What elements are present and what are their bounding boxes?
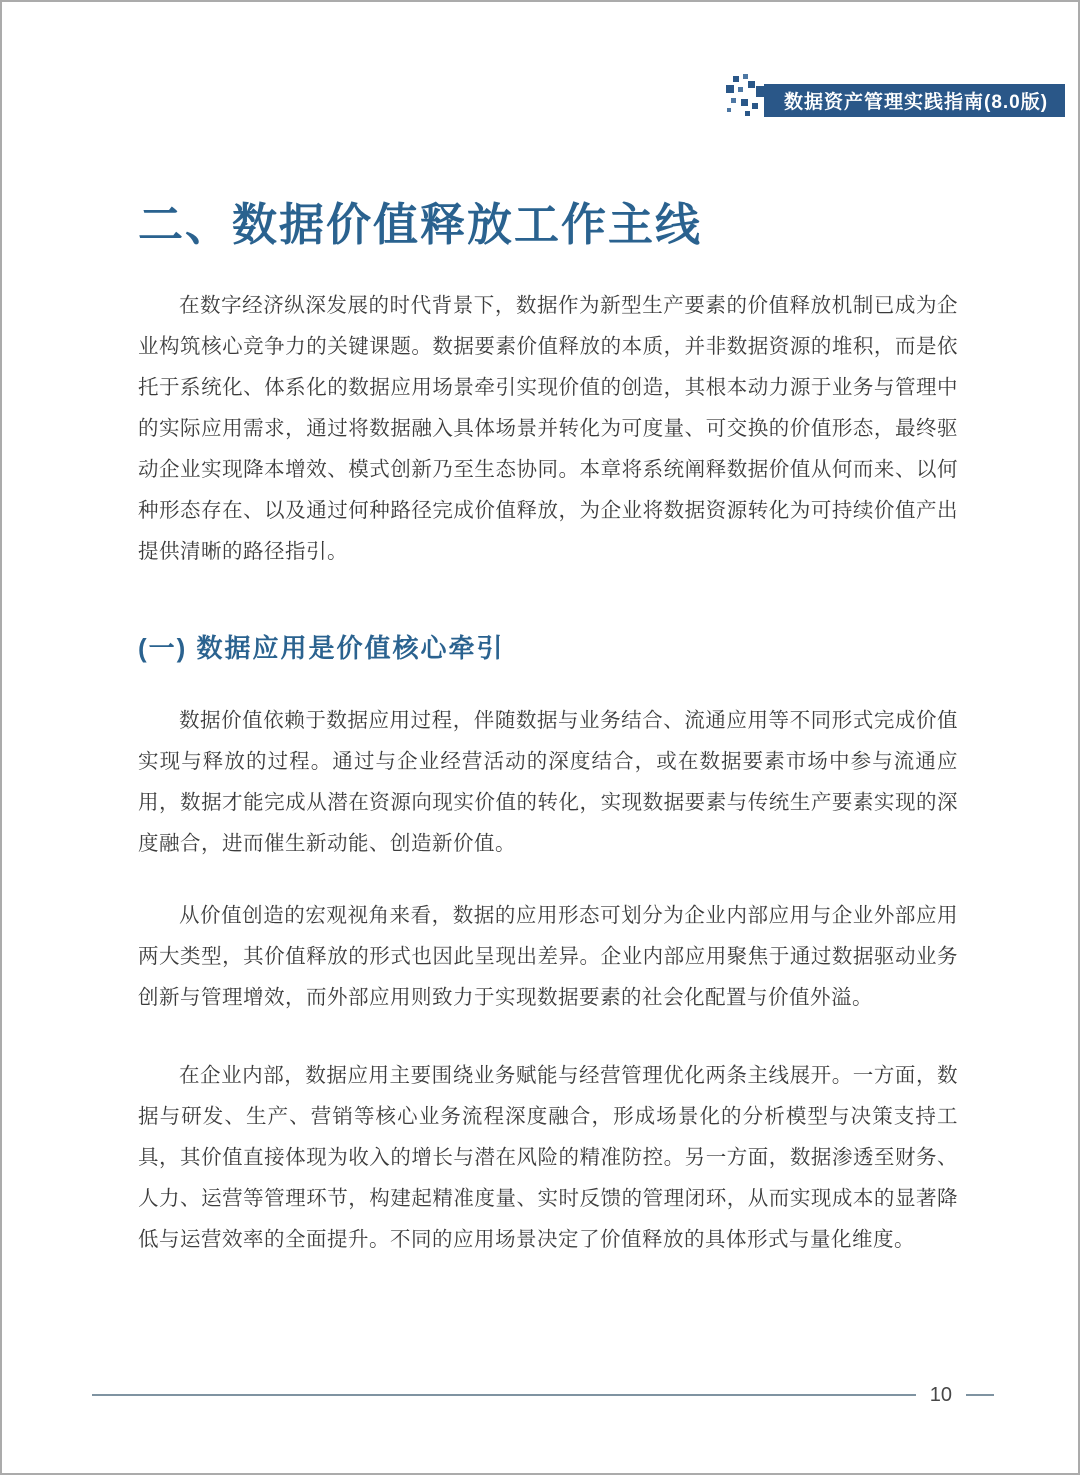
page-footer: [92, 1382, 994, 1408]
chapter-title: 二、数据价值释放工作主线: [138, 199, 703, 250]
footer-rule-long: [92, 1394, 916, 1396]
header-banner: [764, 84, 1065, 117]
section-paragraph-2: 从价值创造的宏观视角来看，数据的应用形态可划分为企业内部应用与企业外部应用两大类型，其价值释放的形式也因此呈现出差异。企业内部应用聚焦于通过数据驱动业务创新与管理增效，而外部应用则致力于实现数据要素的社会化配置与价值外溢。: [138, 904, 958, 1009]
section-paragraph-3: 在企业内部，数据应用主要围绕业务赋能与经营管理优化两条主线展开。一方面，数据与研发、生产、营销等核心业务流程深度融合，形成场景化的分析模型与决策支持工具，其价值直接体现为收入的增长与潜在风险的精准防控。另一方面，数据渗透至财务、人力、运营等管理环节，构建起精准度量、实时反馈的管理闭环，从而实现成本的显著降低与运营效率的全面提升。不同的应用场景决定了价值释放的具体形式与量化维度。: [138, 1064, 958, 1251]
footer-rule-short: [966, 1394, 994, 1396]
intro-paragraph: 在数字经济纵深发展的时代背景下，数据作为新型生产要素的价值释放机制已成为企业构筑核心竞争力的关键课题。数据要素价值释放的本质，并非数据资源的堆积，而是依托于系统化、体系化的数据应用场景牵引实现价值的创造，其根本动力源于业务与管理中的实际应用需求，通过将数据融入具体场景并转化为可度量、可交换的价值形态，最终驱动企业实现降本增效、模式创新乃至生态协同。本章将系统阐释数据价值从何而来、以何种形态存在、以及通过何种路径完成价值释放，为企业将数据资源转化为可持续价值产出提供清晰的路径指引。: [138, 294, 958, 563]
pixel-mosaic-icon: [718, 74, 770, 124]
page-number: 10: [929, 1383, 952, 1406]
section-heading: (一) 数据应用是价值核心牵引: [138, 633, 505, 663]
header-banner-text: 数据资产管理实践指南(8.0版): [784, 92, 1049, 113]
section-paragraph-1: 数据价值依赖于数据应用过程，伴随数据与业务结合、流通应用等不同形式完成价值实现与释放的过程。通过与企业经营活动的深度结合，或在数据要素市场中参与流通应用，数据才能完成从潜在资源向现实价值的转化，实现数据要素与传统生产要素实现的深度融合，进而催生新动能、创造新价值。: [138, 709, 958, 855]
